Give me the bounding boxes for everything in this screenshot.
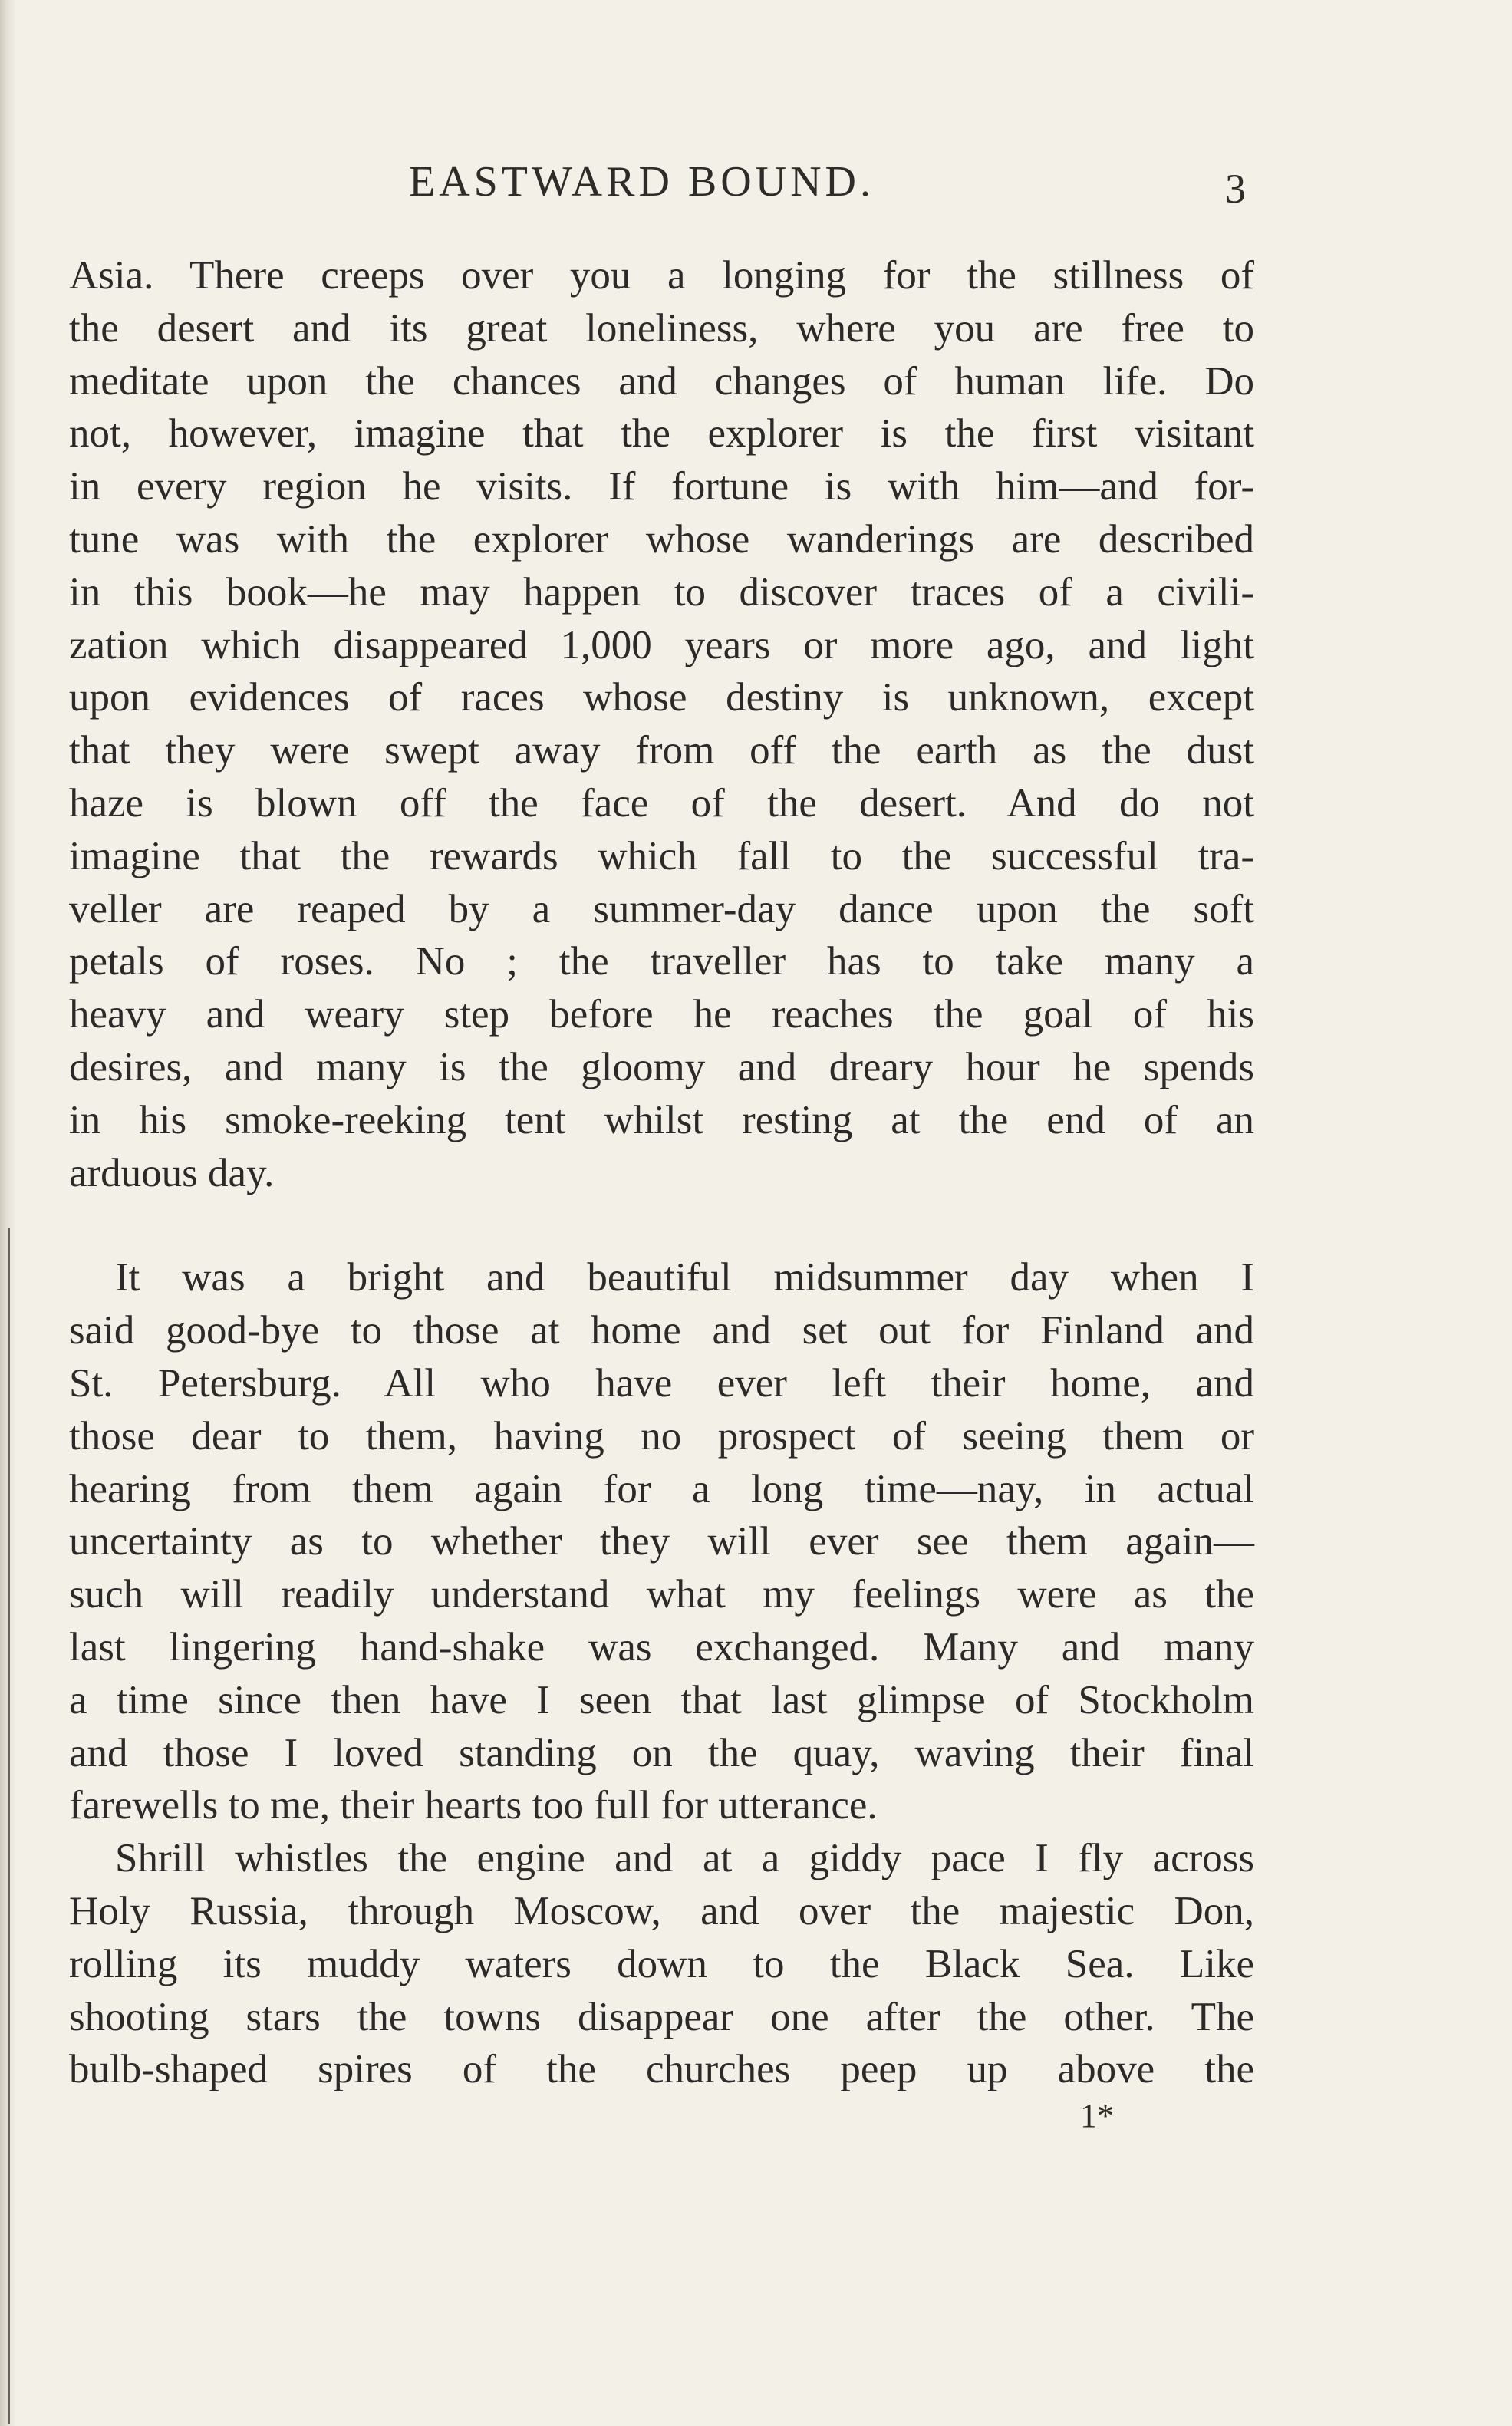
paragraph-gap — [69, 1199, 1254, 1251]
text-line: desires, and many is the gloomy and dreary hour he spends — [69, 1044, 1254, 1089]
text-line: heavy and weary step before he reaches the goal of his — [69, 992, 1254, 1037]
running-head: EASTWARD BOUND. — [409, 158, 875, 206]
page-number: 3 — [1225, 166, 1246, 212]
text-line: St. Petersburg. All who have ever left their home, and — [69, 1360, 1254, 1406]
text-line: not, however, imagine that the explorer is the first visitant — [69, 411, 1254, 457]
text-line: imagine that the rewards which fall to the successful tra- — [69, 833, 1254, 878]
paragraph-3 — [69, 1832, 1254, 2096]
text-line: that they were swept away from off the earth as the dust — [69, 728, 1254, 773]
text-line: shooting stars the towns disappear one after the other. The — [69, 1994, 1254, 2039]
text-line: zation which disappeared 1,000 years or more ago, and light — [69, 622, 1254, 667]
body-text — [69, 249, 1254, 2096]
text-line: uncertainty as to whether they will ever see them again— — [69, 1519, 1254, 1564]
text-line: said good-bye to those at home and set out for Finland and — [69, 1308, 1254, 1353]
text-line: such will readily understand what my feelings were as the — [69, 1572, 1254, 1617]
text-line: a time since then have I seen that last glimpse of Stockholm — [69, 1677, 1254, 1722]
text-line: in his smoke-reeking tent whilst resting at the end of an — [69, 1097, 1254, 1142]
text-line: It was a bright and beautiful midsummer day when I — [115, 1255, 1254, 1300]
text-line: Holy Russia, through Moscow, and over the majestic Don, — [69, 1888, 1254, 1933]
text-line: in this book—he may happen to discover traces of a civili- — [69, 569, 1254, 615]
text-line: arduous day. — [69, 1150, 275, 1195]
text-line: bulb-shaped spires of the churches peep up above the — [69, 2047, 1254, 2092]
text-line: farewells to me, their hearts too full for utterance. — [69, 1783, 878, 1828]
text-line: haze is blown off the face of the desert. And do not — [69, 780, 1254, 826]
text-line: Asia. There creeps over you a longing for the stillness of — [69, 253, 1254, 298]
text-line: and those I loved standing on the quay, waving their final — [69, 1730, 1254, 1775]
signature-mark: 1* — [1080, 2097, 1114, 2134]
page-header — [0, 157, 1512, 219]
text-line: petals of roses. No ; the traveller has to take many a — [69, 939, 1254, 984]
text-line: meditate upon the chances and changes of human life. Do — [69, 358, 1254, 404]
text-line: upon evidences of races whose destiny is unknown, except — [69, 675, 1254, 720]
paragraph-1 — [69, 249, 1254, 1199]
binding-edge-line — [8, 1228, 10, 2424]
text-line: the desert and its great loneliness, where you are free to — [69, 305, 1254, 351]
text-line: last lingering hand-shake was exchanged. Many and many — [69, 1624, 1254, 1670]
text-line: veller are reaped by a summer-day dance upon the soft — [69, 886, 1254, 931]
text-line: in every region he visits. If fortune is with him—and for- — [69, 464, 1254, 509]
text-line: tune was with the explorer whose wanderings are described — [69, 516, 1254, 562]
text-line: hearing from them again for a long time—nay, in actual — [69, 1466, 1254, 1511]
paragraph-2 — [69, 1251, 1254, 1832]
text-line: rolling its muddy waters down to the Black Sea. Like — [69, 1941, 1254, 1986]
text-line: Shrill whistles the engine and at a giddy pace I fly across — [115, 1836, 1254, 1881]
text-line: those dear to them, having no prospect of seeing them or — [69, 1413, 1254, 1459]
